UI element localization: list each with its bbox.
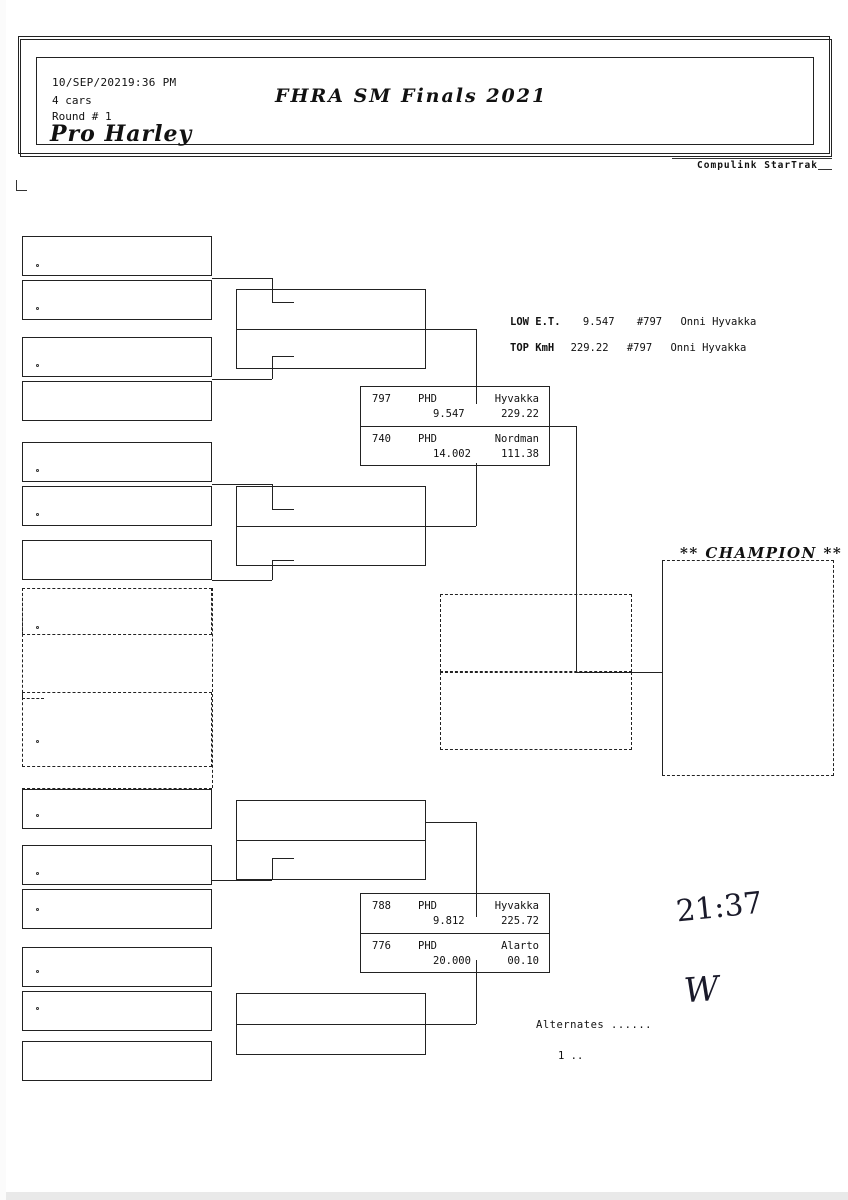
lane-dot-icon bbox=[36, 1007, 39, 1010]
result-row-loser bbox=[361, 427, 549, 466]
final-box-upper[interactable] bbox=[440, 594, 632, 672]
connector bbox=[550, 426, 576, 427]
lane-dot-icon bbox=[36, 513, 39, 516]
lane-dot-icon bbox=[36, 908, 39, 911]
round2-divider bbox=[236, 329, 426, 330]
connector bbox=[426, 822, 476, 823]
low-et-label: LOW E.T. bbox=[510, 316, 561, 328]
car-class: PHD bbox=[418, 393, 437, 405]
lane-dot-icon bbox=[36, 872, 39, 875]
entry-box[interactable] bbox=[22, 280, 212, 320]
lane-dot-icon bbox=[36, 469, 39, 472]
speed: 111.38 bbox=[501, 448, 539, 460]
entry-box[interactable] bbox=[22, 991, 212, 1031]
entry-box[interactable] bbox=[22, 845, 212, 885]
speed: 229.22 bbox=[501, 408, 539, 420]
entry-box[interactable] bbox=[22, 337, 212, 377]
corner-mark bbox=[16, 180, 27, 191]
entry-box[interactable] bbox=[22, 381, 212, 421]
driver-name: Alarto bbox=[501, 940, 539, 952]
lane-dot-icon bbox=[36, 626, 39, 629]
dashed-connector bbox=[22, 588, 23, 698]
dashed-connector bbox=[212, 588, 213, 788]
low-et-number: #797 bbox=[636, 316, 663, 328]
result-box-semifinal-lower[interactable] bbox=[360, 893, 550, 973]
elapsed-time: 14.002 bbox=[433, 448, 471, 460]
champion-box[interactable] bbox=[662, 560, 834, 776]
entry-box-dashed[interactable] bbox=[22, 588, 212, 635]
elapsed-time: 20.000 bbox=[433, 955, 471, 967]
low-et-driver: Onni Hyvakka bbox=[680, 316, 757, 328]
car-class: PHD bbox=[418, 900, 437, 912]
car-number: 797 bbox=[372, 393, 391, 405]
entry-box[interactable] bbox=[22, 486, 212, 526]
lane-dot-icon bbox=[36, 307, 39, 310]
driver-name: Hyvakka bbox=[494, 393, 539, 405]
round2-divider bbox=[236, 1024, 426, 1025]
car-number: 788 bbox=[372, 900, 391, 912]
top-speed-number: #797 bbox=[626, 342, 653, 354]
entry-box[interactable] bbox=[22, 1041, 212, 1081]
car-class: PHD bbox=[418, 940, 437, 952]
connector bbox=[212, 379, 272, 380]
handwritten-signature: W bbox=[682, 968, 721, 1012]
scan-edge-bottom bbox=[0, 1192, 848, 1200]
scan-edge-left bbox=[0, 0, 6, 1200]
elapsed-time: 9.547 bbox=[433, 408, 465, 420]
champion-label: ** CHAMPION ** bbox=[680, 544, 843, 562]
header-event-title: FHRA SM Finals 2021 bbox=[275, 85, 548, 107]
alternates-entry-1: 1 .. bbox=[558, 1050, 584, 1062]
connector bbox=[426, 329, 476, 330]
elapsed-time: 9.812 bbox=[433, 915, 465, 927]
top-speed-driver: Onni Hyvakka bbox=[670, 342, 747, 354]
header-date: 10/SEP/2021 bbox=[52, 76, 129, 89]
entry-box[interactable] bbox=[22, 540, 212, 580]
entry-box-dashed[interactable] bbox=[22, 692, 212, 767]
speed: 225.72 bbox=[501, 915, 539, 927]
low-et-value: 9.547 bbox=[582, 316, 615, 328]
connector bbox=[212, 278, 272, 279]
brand-rule bbox=[672, 158, 822, 159]
connector bbox=[632, 672, 662, 673]
round2-divider bbox=[236, 840, 426, 841]
result-row-winner bbox=[361, 387, 549, 426]
connector bbox=[426, 526, 476, 527]
final-box-lower[interactable] bbox=[440, 672, 632, 750]
lane-dot-icon bbox=[36, 740, 39, 743]
driver-name: Hyvakka bbox=[494, 900, 539, 912]
header-class-name: Pro Harley bbox=[50, 121, 193, 147]
car-number: 740 bbox=[372, 433, 391, 445]
champion-box-edge bbox=[662, 560, 663, 776]
lane-dot-icon bbox=[36, 264, 39, 267]
result-row-winner bbox=[361, 894, 549, 933]
connector bbox=[212, 484, 272, 485]
lane-dot-icon bbox=[36, 814, 39, 817]
low-et-stat bbox=[510, 316, 756, 328]
entry-box[interactable] bbox=[22, 947, 212, 987]
entry-box[interactable] bbox=[22, 236, 212, 276]
connector bbox=[212, 580, 272, 581]
connector bbox=[212, 880, 272, 881]
driver-name: Nordman bbox=[494, 433, 539, 445]
speed: 00.10 bbox=[507, 955, 539, 967]
round2-divider bbox=[236, 526, 426, 527]
top-speed-stat bbox=[510, 342, 746, 354]
handwritten-time: 21:37 bbox=[674, 885, 765, 930]
car-class: PHD bbox=[418, 433, 437, 445]
connector bbox=[476, 463, 477, 526]
result-row-loser bbox=[361, 934, 549, 973]
brand-rule-end bbox=[818, 158, 832, 170]
header-car-count: 4 cars bbox=[52, 94, 92, 107]
header-round: Round # 1 bbox=[52, 110, 112, 123]
top-speed-value: 229.22 bbox=[570, 342, 609, 354]
entry-box[interactable] bbox=[22, 889, 212, 929]
brand-label: Compulink StarTrak bbox=[697, 160, 818, 171]
entry-box[interactable] bbox=[22, 789, 212, 829]
connector bbox=[426, 1024, 476, 1025]
top-speed-label: TOP KmH bbox=[510, 342, 555, 354]
header-time: 9:36 PM bbox=[128, 76, 177, 89]
alternates-label: Alternates ...... bbox=[536, 1019, 652, 1031]
result-box-semifinal-upper[interactable] bbox=[360, 386, 550, 466]
entry-box[interactable] bbox=[22, 442, 212, 482]
car-number: 776 bbox=[372, 940, 391, 952]
lane-dot-icon bbox=[36, 970, 39, 973]
lane-dot-icon bbox=[36, 364, 39, 367]
